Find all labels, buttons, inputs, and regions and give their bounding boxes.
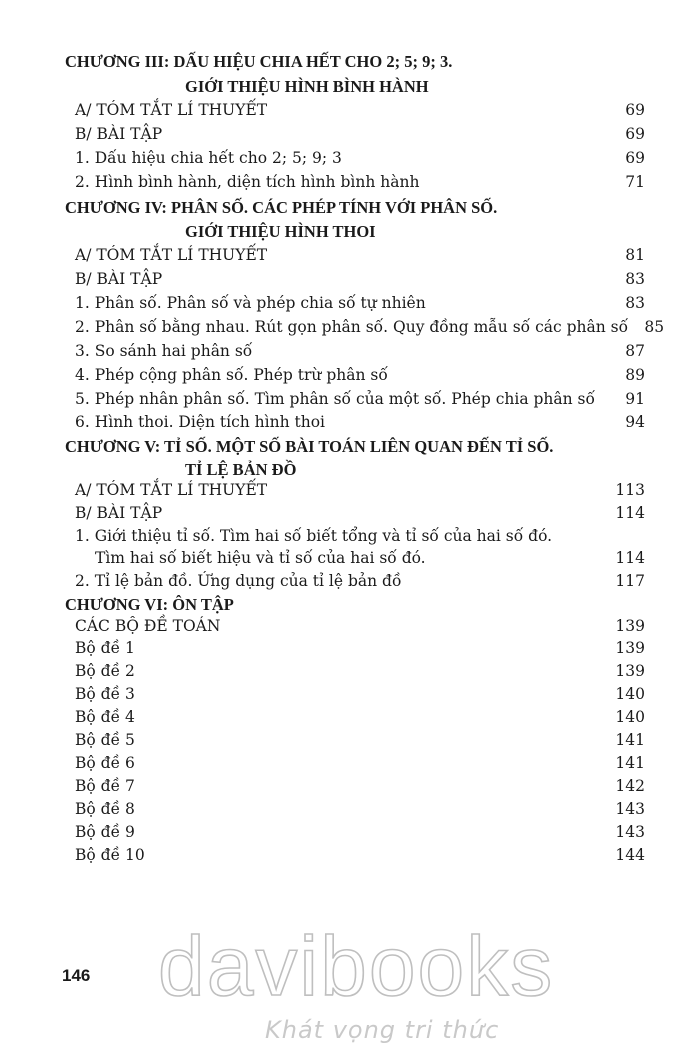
toc-entry-label: Bộ đề 2 <box>75 662 135 680</box>
toc-entry-page: 140 <box>615 685 645 703</box>
toc-entry[interactable] <box>75 390 645 414</box>
toc-entry-page: 89 <box>625 366 645 384</box>
toc-entry-label: 2. Hình bình hành, diện tích hình bình hành <box>75 173 420 191</box>
toc-entry-label: A/ TÓM TẮT LÍ THUYẾT <box>75 101 268 119</box>
chapter-4-title: CHƯƠNG IV: PHÂN SỐ. CÁC PHÉP TÍNH VỚI PHÂN SỐ. <box>65 198 498 217</box>
toc-entry-page: 113 <box>615 481 645 499</box>
toc-entry-page: 94 <box>625 413 645 431</box>
toc-entry[interactable] <box>75 413 645 437</box>
toc-entry[interactable] <box>75 318 665 342</box>
toc-entry-page: 142 <box>615 777 645 795</box>
toc-entry-page: 114 <box>615 549 645 567</box>
toc-entry[interactable] <box>75 754 645 778</box>
toc-entry-page: 139 <box>615 639 645 657</box>
toc-entry[interactable] <box>75 823 645 847</box>
toc-entry[interactable] <box>75 101 645 125</box>
toc-entry-label: Bộ đề 8 <box>75 800 135 818</box>
toc-entry-label: 3. So sánh hai phân số <box>75 342 253 360</box>
toc-entry[interactable] <box>75 125 645 149</box>
toc-entry-page: 81 <box>625 246 645 264</box>
toc-entry-label: Bộ đề 6 <box>75 754 135 772</box>
toc-entry[interactable] <box>75 572 645 596</box>
watermark-tagline: Khát vọng tri thức <box>265 1016 500 1044</box>
toc-entry[interactable] <box>75 149 645 173</box>
toc-entry-label: CÁC BỘ ĐỀ TOÁN <box>75 617 221 635</box>
toc-entry-page: 143 <box>615 823 645 841</box>
toc-entry-label: A/ TÓM TẮT LÍ THUYẾT <box>75 481 268 499</box>
toc-entry[interactable] <box>75 685 645 709</box>
toc-entry-label: A/ TÓM TẮT LÍ THUYẾT <box>75 246 268 264</box>
chapter-5-subtitle: TỈ LỆ BẢN ĐỒ <box>185 460 297 479</box>
toc-entry[interactable] <box>75 617 645 641</box>
toc-entry-page: 85 <box>644 318 665 336</box>
toc-entry[interactable] <box>95 549 645 573</box>
page-number: 146 <box>62 966 91 985</box>
toc-entry[interactable] <box>75 662 645 686</box>
toc-entry[interactable] <box>75 708 645 732</box>
toc-entry-label: 5. Phép nhân phân số. Tìm phân số của một số. Phép chia phân số <box>75 390 595 408</box>
toc-entry-label: 6. Hình thoi. Diện tích hình thoi <box>75 413 326 431</box>
toc-entry[interactable] <box>75 846 645 870</box>
toc-entry[interactable] <box>75 366 645 390</box>
toc-entry-page: 144 <box>615 846 645 864</box>
chapter-5-title: CHƯƠNG V: TỈ SỐ. MỘT SỐ BÀI TOÁN LIÊN QUAN ĐẾN TỈ SỐ. <box>65 437 554 456</box>
toc-entry-label: Bộ đề 9 <box>75 823 135 841</box>
toc-entry-label: Bộ đề 5 <box>75 731 135 749</box>
toc-entry-label: B/ BÀI TẬP <box>75 270 163 288</box>
toc-entry-page: 69 <box>625 149 645 167</box>
chapter-3-title: CHƯƠNG III: DẤU HIỆU CHIA HẾT CHO 2; 5; 9; 3. <box>65 52 453 71</box>
toc-entry-page: 83 <box>625 270 645 288</box>
toc-entry-page: 71 <box>625 173 645 191</box>
toc-entry[interactable] <box>75 777 645 801</box>
toc-entry-label: 2. Phân số bằng nhau. Rút gọn phân số. Quy đồng mẫu số các phân số <box>75 318 629 336</box>
toc-entry-label: Tìm hai số biết hiệu và tỉ số của hai số đó. <box>95 549 426 567</box>
toc-entry-page: 139 <box>615 617 645 635</box>
toc-entry[interactable] <box>75 504 645 528</box>
toc-entry-label: B/ BÀI TẬP <box>75 125 163 143</box>
toc-entry[interactable] <box>75 481 645 505</box>
toc-entry-label: B/ BÀI TẬP <box>75 504 163 522</box>
toc-entry[interactable] <box>75 639 645 663</box>
toc-entry[interactable] <box>75 294 645 318</box>
chapter-3-subtitle: GIỚI THIỆU HÌNH BÌNH HÀNH <box>185 77 429 96</box>
toc-entry-page: 141 <box>615 754 645 772</box>
toc-entry-label: Bộ đề 10 <box>75 846 145 864</box>
toc-entry-page: 114 <box>615 504 645 522</box>
toc-entry-label: 1. Dấu hiệu chia hết cho 2; 5; 9; 3 <box>75 149 342 167</box>
toc-entry-page: 69 <box>625 125 645 143</box>
toc-entry[interactable] <box>75 731 645 755</box>
toc-entry[interactable] <box>75 527 645 551</box>
toc-entry[interactable] <box>75 800 645 824</box>
toc-entry[interactable] <box>75 173 645 197</box>
watermark-logo: davibooks <box>158 919 555 1013</box>
toc-entry-page: 69 <box>625 101 645 119</box>
toc-entry-label: Bộ đề 1 <box>75 639 135 657</box>
chapter-6-title: CHƯƠNG VI: ÔN TẬP <box>65 595 234 614</box>
toc-entry-page: 83 <box>625 294 645 312</box>
toc-entry-page: 143 <box>615 800 645 818</box>
toc-entry[interactable] <box>75 342 645 366</box>
toc-entry-page: 140 <box>615 708 645 726</box>
toc-entry-page: 117 <box>615 572 645 590</box>
toc-entry-label: 4. Phép cộng phân số. Phép trừ phân số <box>75 366 388 384</box>
toc-entry-label: 1. Giới thiệu tỉ số. Tìm hai số biết tổng và tỉ số của hai số đó. <box>75 527 553 545</box>
toc-entry-label: Bộ đề 7 <box>75 777 135 795</box>
toc-entry-page: 91 <box>625 390 645 408</box>
toc-entry-label: 2. Tỉ lệ bản đồ. Ứng dụng của tỉ lệ bản đồ <box>75 572 402 590</box>
toc-entry-label: Bộ đề 3 <box>75 685 135 703</box>
toc-entry-page: 141 <box>615 731 645 749</box>
toc-entry[interactable] <box>75 246 645 270</box>
toc-entry[interactable] <box>75 270 645 294</box>
toc-entry-page: 139 <box>615 662 645 680</box>
chapter-4-subtitle: GIỚI THIỆU HÌNH THOI <box>185 222 376 241</box>
toc-entry-page: 87 <box>625 342 645 360</box>
toc-entry-label: 1. Phân số. Phân số và phép chia số tự nhiên <box>75 294 426 312</box>
toc-entry-label: Bộ đề 4 <box>75 708 135 726</box>
